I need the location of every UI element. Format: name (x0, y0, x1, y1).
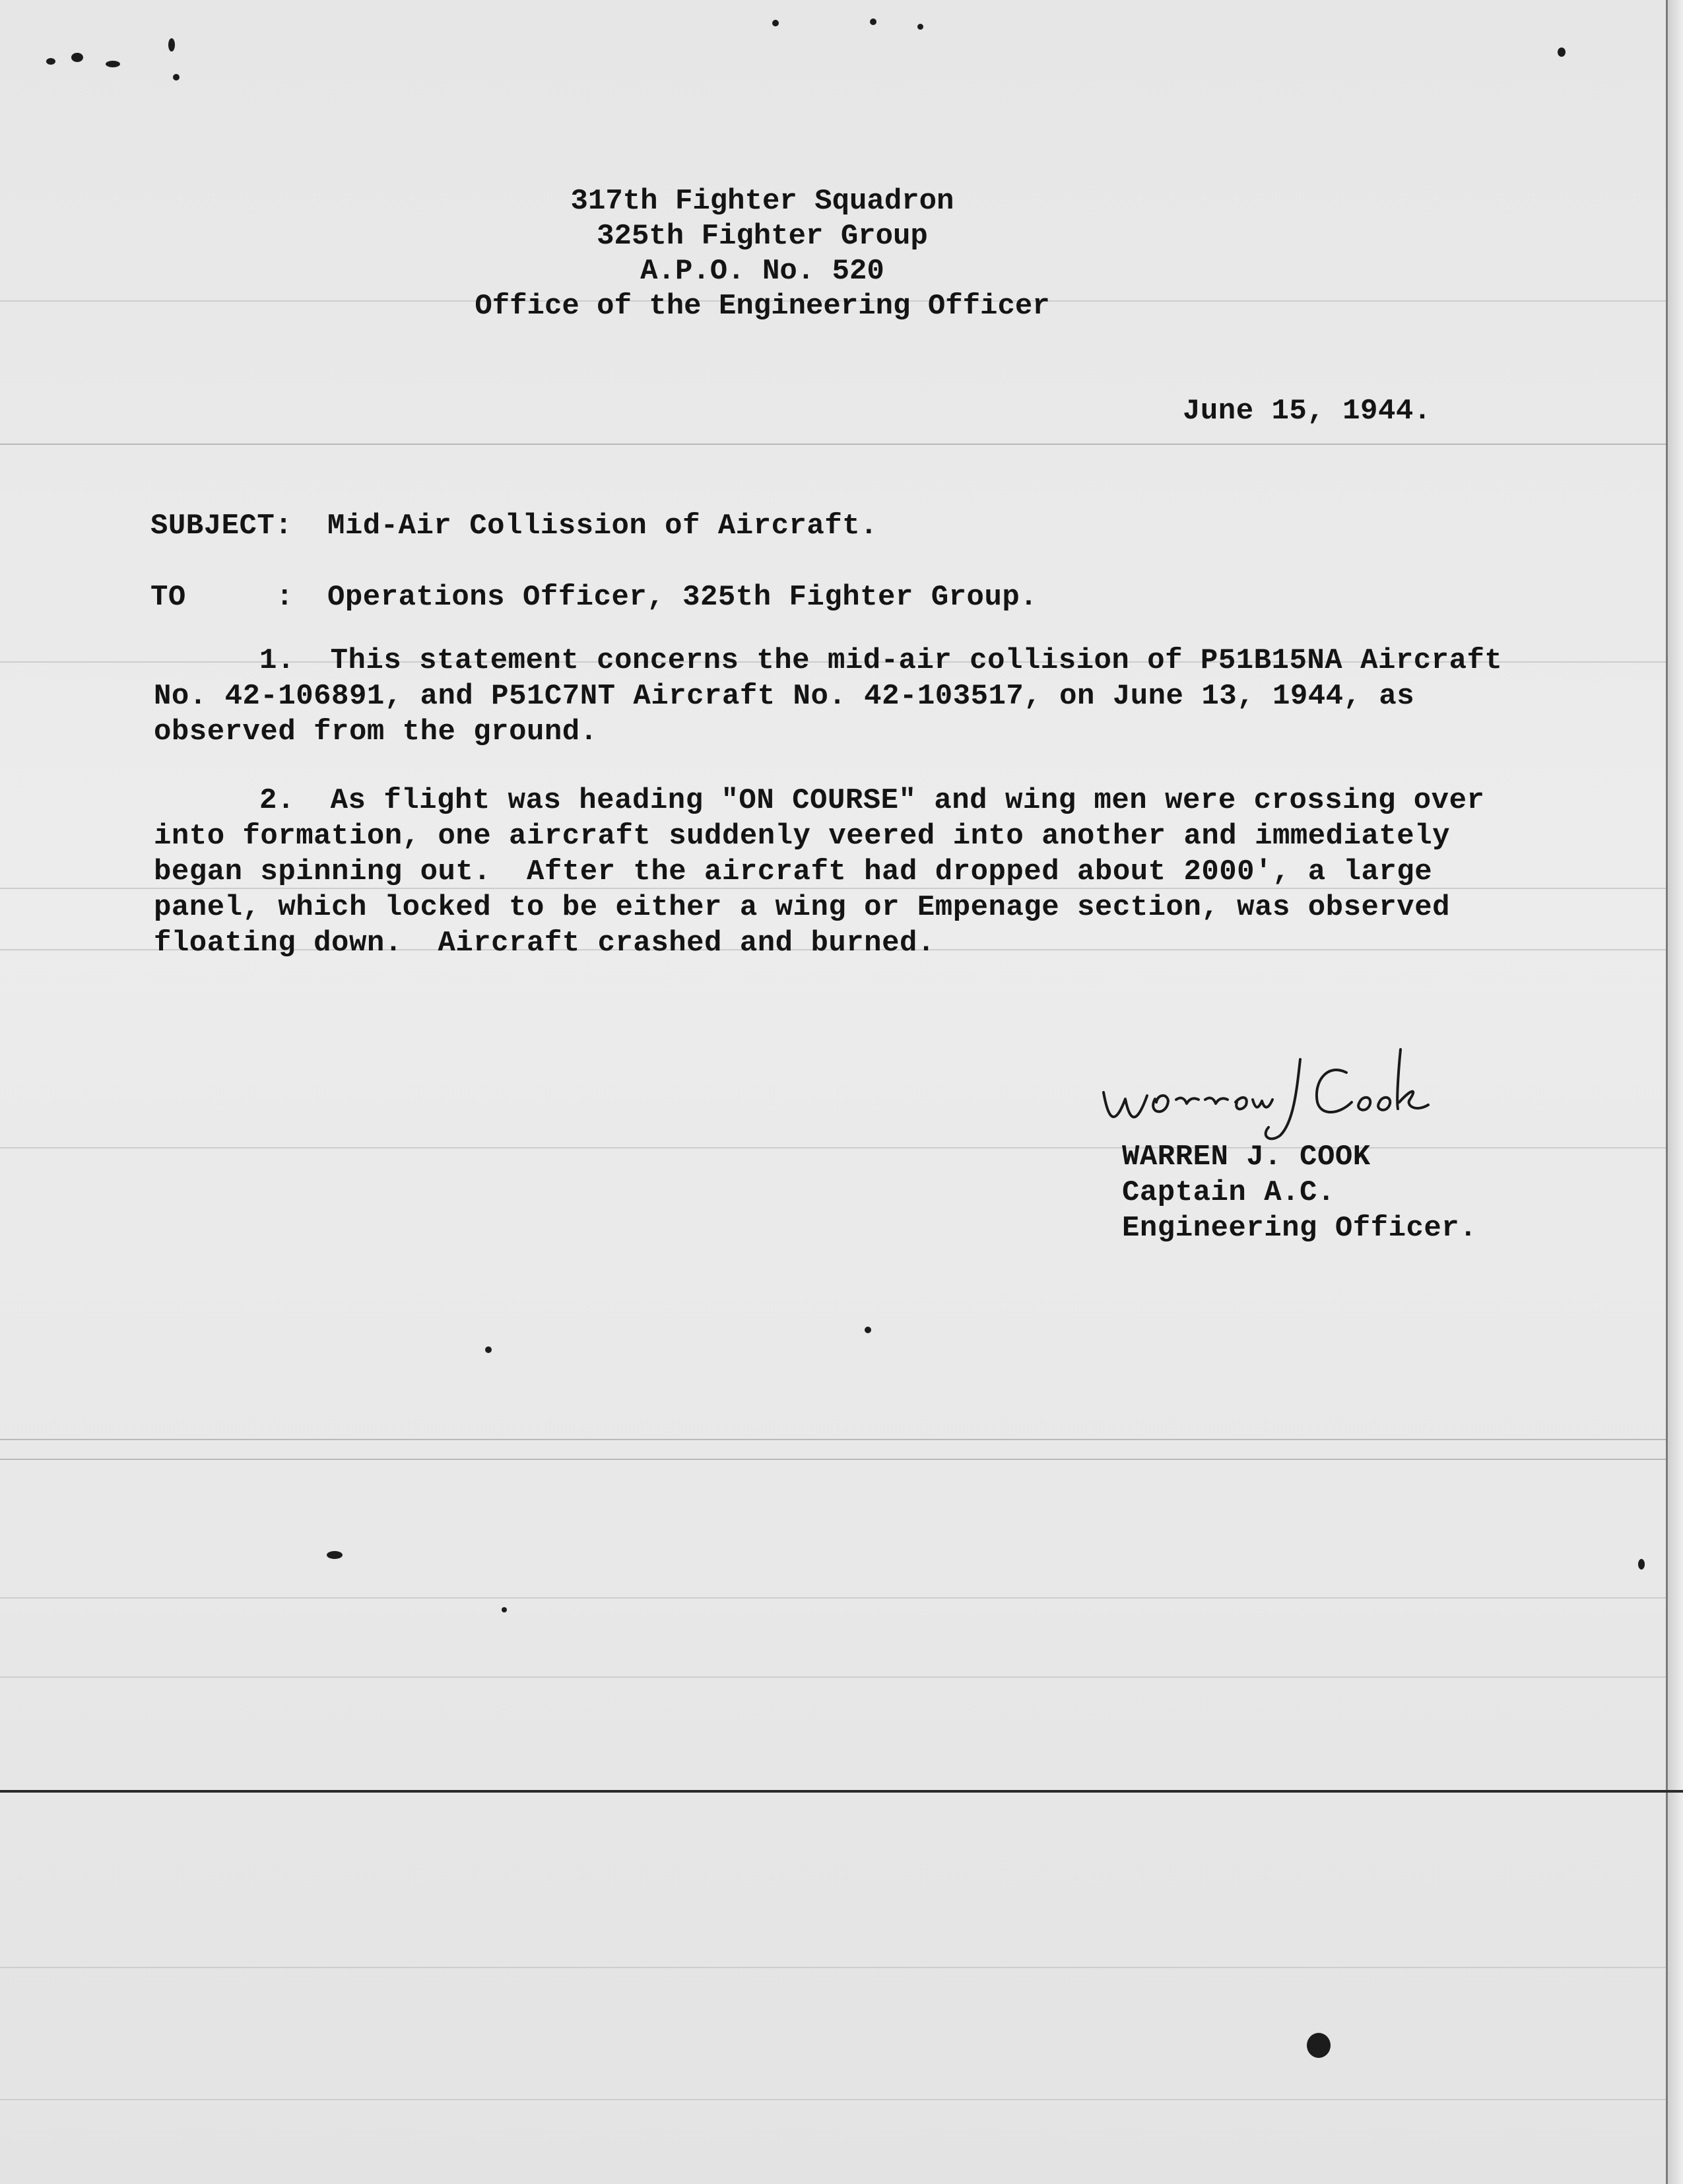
office-heading: Office of the Engineering Officer (475, 290, 1050, 323)
to-text: Operations Officer, 325th Fighter Group. (327, 581, 1038, 614)
guide-line (0, 1967, 1666, 1968)
group-heading: 325th Fighter Group (597, 220, 928, 253)
guide-line (0, 1597, 1666, 1599)
paragraph-2-line: floating down. Aircraft crashed and burned. (154, 927, 935, 960)
to-label: TO (150, 581, 186, 614)
paragraph-2-line: panel, which locked to be either a wing or Empenage section, was observed (154, 891, 1451, 924)
ink-speck (1638, 1559, 1645, 1570)
paragraph-2-line: 2. As flight was heading "ON COURSE" and wing men were crossing over (259, 784, 1485, 817)
signer-title: Engineering Officer. (1122, 1212, 1478, 1245)
ink-speck (46, 58, 55, 65)
guide-line (0, 1676, 1666, 1678)
ink-speck (71, 53, 83, 62)
ink-speck (1307, 2033, 1331, 2058)
page-fold-line (0, 1790, 1683, 1793)
apo-heading: A.P.O. No. 520 (640, 255, 884, 288)
guide-line (0, 2099, 1666, 2100)
page-edge (1666, 0, 1683, 2184)
paragraph-2-line: into formation, one aircraft suddenly veered into another and immediately (154, 820, 1451, 853)
handwritten-signature (1096, 1036, 1478, 1148)
paragraph-1-line: observed from the ground. (154, 715, 598, 748)
ink-speck (772, 20, 779, 26)
signer-rank: Captain A.C. (1122, 1176, 1335, 1209)
squadron-heading: 317th Fighter Squadron (570, 185, 954, 218)
ink-speck (485, 1346, 492, 1353)
ink-speck (106, 61, 120, 67)
guide-line (0, 1439, 1666, 1440)
paragraph-1-line: No. 42-106891, and P51C7NT Aircraft No. 42-103517, on June 13, 1944, as (154, 680, 1415, 713)
document-date: June 15, 1944. (1183, 395, 1432, 428)
subject-label: SUBJECT: (150, 510, 293, 543)
guide-line (0, 444, 1666, 445)
ink-speck (870, 18, 876, 25)
signer-name: WARREN J. COOK (1122, 1141, 1371, 1174)
paragraph-2-line: began spinning out. After the aircraft had dropped about 2000', a large (154, 855, 1433, 888)
guide-line (0, 1459, 1666, 1460)
ink-speck (917, 24, 923, 30)
ink-speck (502, 1607, 507, 1612)
ink-speck (327, 1551, 343, 1559)
to-colon: : (276, 581, 294, 614)
subject-text: Mid-Air Collission of Aircraft. (327, 510, 878, 543)
ink-speck (173, 74, 180, 81)
ink-speck (168, 38, 175, 51)
ink-speck (1558, 48, 1566, 57)
ink-speck (865, 1327, 871, 1333)
paragraph-1-line: 1. This statement concerns the mid-air collision of P51B15NA Aircraft (259, 644, 1503, 677)
